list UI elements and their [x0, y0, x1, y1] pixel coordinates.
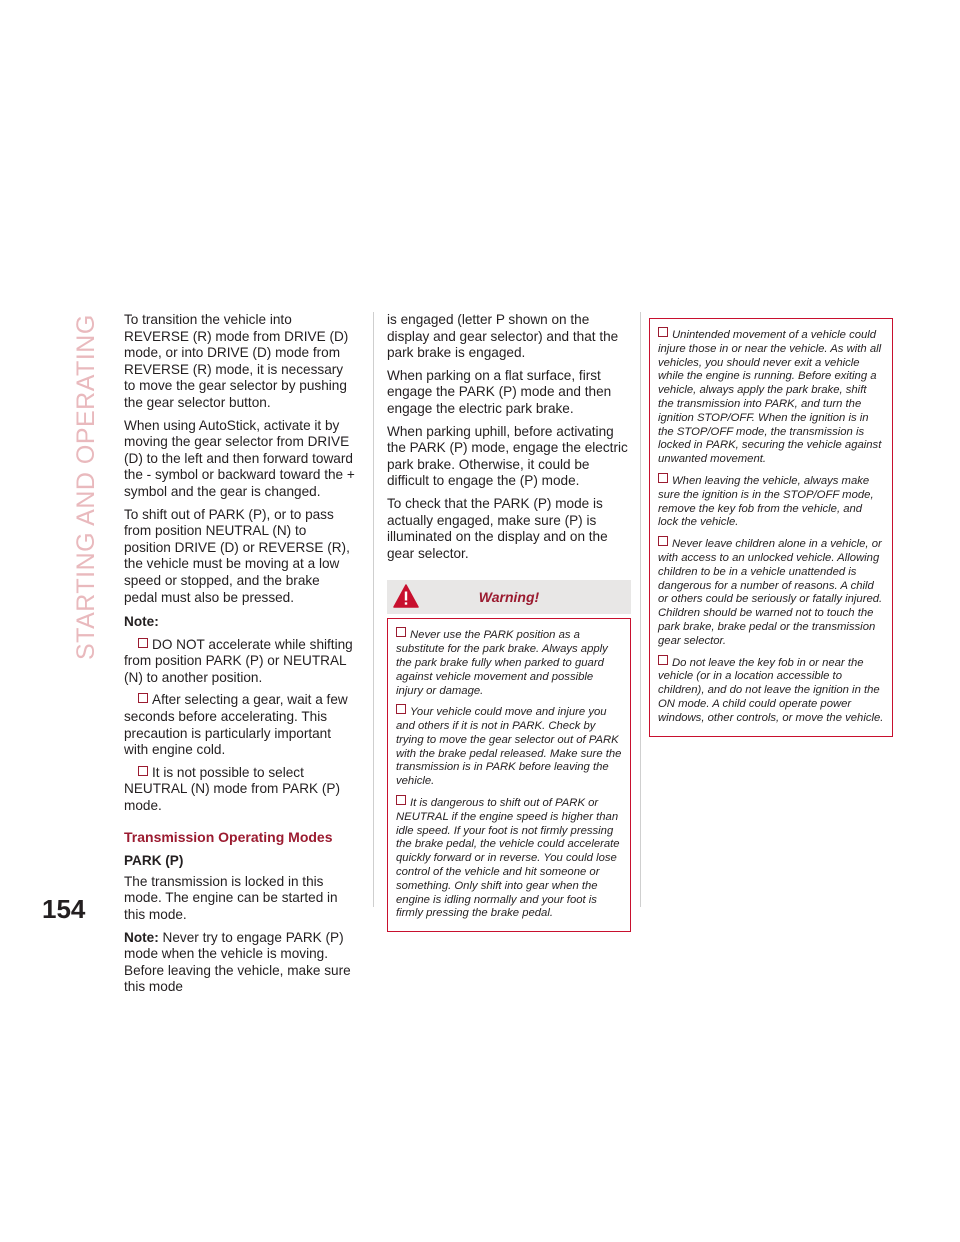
- checkbox-bullet-icon: [658, 536, 668, 546]
- subsection-title: PARK (P): [124, 853, 184, 869]
- warning-item: [658, 327, 884, 467]
- column-3: [649, 318, 893, 737]
- paragraph: To transition the vehicle into REVERSE (R) mode from DRIVE (D) mode, or into DRIVE (D) mode from REVERSE (R) mode, it is necessary to move the gear selector by pushing the gear selector button.: [124, 312, 349, 410]
- bullet-item: [124, 765, 356, 815]
- page-number: 154: [42, 894, 86, 924]
- warning-item: [658, 536, 884, 648]
- warning-triangle-icon: [393, 583, 419, 609]
- warning-box: [387, 618, 631, 932]
- column-1: [124, 312, 356, 1002]
- paragraph: When parking on a flat surface, first engage the PARK (P) mode and then engage the electric park brake.: [387, 367, 612, 416]
- warning-text: It is dangerous to shift out of PARK or NEUTRAL if the engine speed is higher than idle speed. If your foot is not firmly pressing the brake pedal, the vehicle could accelerate quickly forward or in reverse. You could lose control of the vehicle and hit someone or something. Only shift into gear when the engine is idling normally and your foot is firmly pressing the brake pedal.: [396, 797, 620, 920]
- warning-item: [396, 795, 622, 921]
- checkbox-bullet-icon: [658, 473, 668, 483]
- bullet-text: After selecting a gear, wait a few seconds before accelerating. This precaution is particularly important with engine cold.: [124, 692, 348, 758]
- paragraph: To shift out of PARK (P), or to pass from position NEUTRAL (N) to position DRIVE (D) or REVERSE (R), the vehicle must be moving at a low speed or stopped, and the brake pedal must also be pressed.: [124, 506, 350, 605]
- warning-text: Never leave children alone in a vehicle, or with access to an unlocked vehicle. Allowing children to be in a vehicle unattended is dangerous for a number of reasons. A child or others could be seriously or fatally injured. Children should be warned not to touch the park brake, brake pedal or the transmission gear selector.: [658, 538, 883, 647]
- warning-text: Unintended movement of a vehicle could injure those in or near the vehicle. As with all vehicles, you should never exit a vehicle while the engine is running. Before exiting a vehicle, always apply the park brake, shift the transmission into PARK, and turn the ignition STOP/OFF. When the ignition is in the STOP/OFF mode, the transmission is locked in PARK, securing the vehicle against unwanted movement.: [658, 329, 882, 466]
- column-divider-2: [640, 312, 641, 907]
- bullet-text: It is not possible to select NEUTRAL (N) mode from PARK (P) mode.: [124, 764, 341, 814]
- checkbox-bullet-icon: [396, 627, 406, 637]
- warning-header: [387, 580, 631, 614]
- checkbox-bullet-icon: [658, 327, 668, 337]
- warning-box-continued: [649, 318, 893, 737]
- bullet-item: [124, 637, 356, 687]
- column-2: [387, 312, 631, 932]
- warning-item: [396, 627, 622, 698]
- note-paragraph: [124, 930, 356, 996]
- paragraph: The transmission is locked in this mode. The engine can be started in this mode.: [124, 873, 338, 922]
- warning-item: [658, 473, 884, 530]
- warning-text: When leaving the vehicle, always make sure the ignition is in the STOP/OFF mode, remove the key fob from the vehicle, and lock the vehicle.: [658, 474, 874, 529]
- checkbox-bullet-icon: [396, 795, 406, 805]
- warning-item: [658, 655, 884, 726]
- warning-item: [396, 704, 622, 789]
- checkbox-bullet-icon: [138, 638, 148, 648]
- bullet-item: [124, 692, 356, 758]
- side-chapter-title-text: STARTING AND OPERATING: [72, 314, 100, 660]
- section-title: Transmission Operating Modes: [124, 828, 333, 845]
- warning-title: Warning!: [478, 589, 540, 606]
- note-text: Never try to engage PARK (P) mode when the vehicle is moving. Before leaving the vehicle, make sure this mode: [124, 929, 351, 995]
- warning-text: Never use the PARK position as a substitute for the park brake. Always apply the park brake fully when parked to guard against vehicle movement and possible injury or damage.: [396, 629, 608, 697]
- checkbox-bullet-icon: [138, 766, 148, 776]
- warning-text: Do not leave the key fob in or near the vehicle (or in a location accessible to children), and do not leave the ignition in the ON mode. A child could operate power windows, other controls, or move the vehicle.: [658, 656, 884, 724]
- paragraph: is engaged (letter P shown on the display and gear selector) and that the park brake is engaged.: [387, 312, 619, 361]
- note-label: Note:: [124, 614, 159, 630]
- warning-text: Your vehicle could move and injure you and others if it is not in PARK. Check by trying to move the gear selector out of PARK with the brake pedal released. Make sure the transmission is in PARK before leaving the vehicle.: [396, 706, 622, 788]
- note-label: Note:: [124, 929, 159, 945]
- checkbox-bullet-icon: [138, 693, 148, 703]
- checkbox-bullet-icon: [658, 655, 668, 665]
- column-divider-1: [373, 312, 374, 907]
- paragraph: When parking uphill, before activating the PARK (P) mode, engage the electric park brake. Otherwise, it could be difficult to engage the (P) mode.: [387, 423, 628, 489]
- paragraph: When using AutoStick, activate it by moving the gear selector from DRIVE (D) to the left and then forward toward the - symbol or backward toward the + symbol and the gear is changed.: [124, 417, 355, 499]
- checkbox-bullet-icon: [396, 704, 406, 714]
- bullet-text: DO NOT accelerate while shifting from position PARK (P) or NEUTRAL (N) to another position.: [124, 636, 353, 685]
- paragraph: To check that the PARK (P) mode is actually engaged, make sure (P) is illuminated on the display and on the gear selector.: [387, 495, 608, 561]
